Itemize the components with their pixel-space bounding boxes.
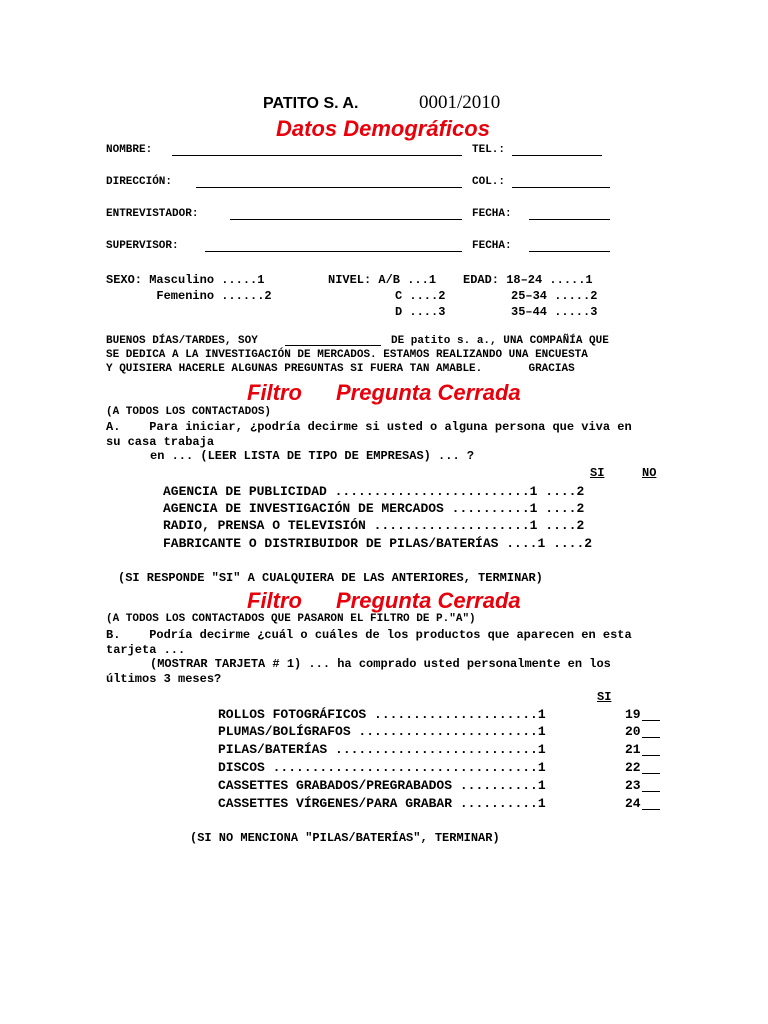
section1-item-1: AGENCIA DE PUBLICIDAD .........................1 ....2 bbox=[163, 484, 585, 499]
section2-instruction: (SI NO MENCIONA "PILAS/BATERÍAS", TERMINAR) bbox=[190, 831, 500, 845]
intro-line-3: Y QUISIERA HACERLE ALGUNAS PREGUNTAS SI FUERA TAN AMABLE. GRACIAS bbox=[106, 363, 575, 375]
company-name: PATITO S. A. bbox=[263, 95, 359, 112]
section2-item-5-col: 23 bbox=[625, 778, 641, 793]
section2-item-6-col: 24 bbox=[625, 796, 641, 811]
section1-item-4: FABRICANTE O DISTRIBUIDOR DE PILAS/BATERÍAS ....1 ....2 bbox=[163, 536, 593, 551]
nivel-option-1: NIVEL: A/B ...1 bbox=[328, 273, 437, 287]
intro-line-1b: DE patito s. a., UNA COMPAÑÍA QUE bbox=[391, 335, 609, 347]
section2-question-l4: últimos 3 meses? bbox=[106, 672, 222, 686]
tel-field[interactable] bbox=[512, 155, 602, 156]
section2-question-l2: tarjeta ... bbox=[106, 643, 186, 657]
section2-item-1: ROLLOS FOTOGRÁFICOS .....................1 bbox=[218, 707, 546, 722]
fecha-field[interactable] bbox=[529, 219, 610, 220]
interviewer-name-field[interactable] bbox=[285, 345, 381, 346]
intro-line-1a: BUENOS DÍAS/TARDES, SOY bbox=[106, 335, 258, 347]
edad-option-2: 25–34 .....2 bbox=[511, 289, 598, 303]
nivel-option-2: C ....2 bbox=[395, 289, 446, 303]
nombre-field[interactable] bbox=[172, 155, 462, 156]
section2-item-3-blank[interactable] bbox=[642, 755, 660, 756]
sexo-option-1: SEXO: Masculino .....1 bbox=[106, 273, 265, 287]
col-field[interactable] bbox=[512, 187, 610, 188]
direccion-field[interactable] bbox=[196, 187, 462, 188]
fecha-label-2: FECHA: bbox=[472, 240, 512, 252]
section1-question-l2: su casa trabaja bbox=[106, 435, 215, 449]
section2-item-6-blank[interactable] bbox=[642, 809, 660, 810]
entrevistador-field[interactable] bbox=[230, 219, 462, 220]
section1-instruction: (SI RESPONDE "SI" A CUALQUIERA DE LAS ANTERIORES, TERMINAR) bbox=[118, 571, 543, 585]
section2-filtro: Filtro bbox=[247, 588, 302, 613]
section2-item-2-blank[interactable] bbox=[642, 737, 660, 738]
section2-item-4: DISCOS ..................................1 bbox=[218, 760, 546, 775]
section2-item-1-blank[interactable] bbox=[642, 720, 660, 721]
section2-question-l1: B. Podría decirme ¿cuál o cuáles de los productos que aparecen en esta bbox=[106, 628, 632, 642]
section2-item-3-col: 21 bbox=[625, 742, 641, 757]
section2-audience: (A TODOS LOS CONTACTADOS QUE PASARON EL FILTRO DE P."A") bbox=[106, 613, 476, 625]
section2-item-4-col: 22 bbox=[625, 760, 641, 775]
fecha-label: FECHA: bbox=[472, 208, 512, 220]
intro-line-2: SE DEDICA A LA INVESTIGACIÓN DE MERCADOS. ESTAMOS REALIZANDO UNA ENCUESTA bbox=[106, 349, 588, 361]
section1-audience: (A TODOS LOS CONTACTADOS) bbox=[106, 406, 272, 418]
supervisor-label: SUPERVISOR: bbox=[106, 240, 179, 252]
section1-pregunta: Pregunta Cerrada bbox=[336, 380, 521, 405]
sexo-option-2: Femenino ......2 bbox=[106, 289, 272, 303]
section2-pregunta: Pregunta Cerrada bbox=[336, 588, 521, 613]
section2-question-l3: (MOSTRAR TARJETA # 1) ... ha comprado usted personalmente en los bbox=[150, 657, 611, 671]
entrevistador-label: ENTREVISTADOR: bbox=[106, 208, 199, 220]
section2-item-2: PLUMAS/BOLÍGRAFOS .......................1 bbox=[218, 724, 546, 739]
edad-option-1: EDAD: 18–24 .....1 bbox=[463, 273, 593, 287]
section1-question-l3: en ... (LEER LISTA DE TIPO DE EMPRESAS) ... ? bbox=[150, 449, 475, 463]
section2-item-4-blank[interactable] bbox=[642, 773, 660, 774]
document-code: 0001/2010 bbox=[419, 92, 501, 113]
page-title: Datos Demográficos bbox=[276, 116, 490, 141]
nivel-option-3: D ....3 bbox=[395, 305, 446, 319]
fecha-field-2[interactable] bbox=[529, 251, 610, 252]
edad-option-3: 35–44 .....3 bbox=[511, 305, 598, 319]
section2-item-5-blank[interactable] bbox=[642, 791, 660, 792]
section2-item-6: CASSETTES VÍRGENES/PARA GRABAR ..........1 bbox=[218, 796, 546, 811]
section2-item-3: PILAS/BATERÍAS ..........................1 bbox=[218, 742, 546, 757]
section1-item-3: RADIO, PRENSA O TELEVISIÓN ....................1 ....2 bbox=[163, 518, 585, 533]
section2-item-2-col: 20 bbox=[625, 724, 641, 739]
section1-filtro: Filtro bbox=[247, 380, 302, 405]
supervisor-field[interactable] bbox=[205, 251, 462, 252]
nombre-label: NOMBRE: bbox=[106, 144, 153, 156]
section2-item-1-col: 19 bbox=[625, 707, 641, 722]
section1-question-l1: A. Para iniciar, ¿podría decirme si usted o alguna persona que viva en bbox=[106, 420, 632, 434]
section2-item-5: CASSETTES GRABADOS/PREGRABADOS ..........1 bbox=[218, 778, 546, 793]
tel-label: TEL.: bbox=[472, 144, 506, 156]
section1-col-si: SI bbox=[590, 466, 605, 480]
section1-item-2: AGENCIA DE INVESTIGACIÓN DE MERCADOS ..........1 ....2 bbox=[163, 501, 585, 516]
direccion-label: DIRECCIÓN: bbox=[106, 176, 173, 188]
section2-col-si: SI bbox=[597, 690, 612, 704]
col-label: COL.: bbox=[472, 176, 506, 188]
section1-col-no: NO bbox=[642, 466, 657, 480]
